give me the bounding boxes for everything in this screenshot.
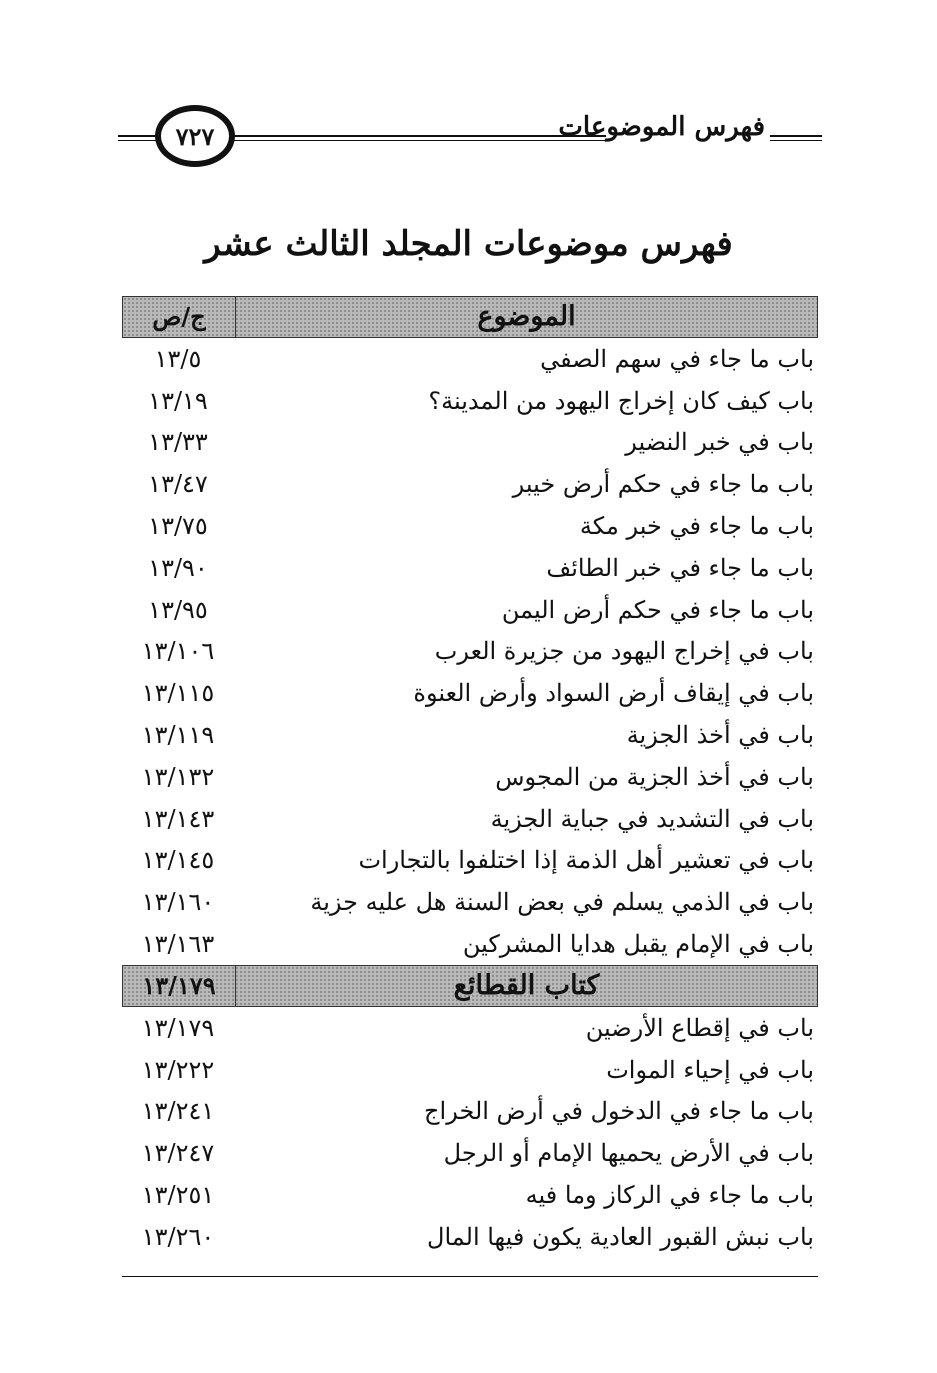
table-row [122, 338, 818, 380]
row-title: باب ما جاء في حكم أرض اليمن [501, 595, 814, 624]
row-ref: ١٣/٢٤٧ [141, 1139, 215, 1168]
table-row [122, 589, 818, 631]
table-row [122, 631, 818, 673]
column-header-topic: الموضوع [477, 301, 576, 332]
section-title: كتاب القطائع [453, 969, 600, 1001]
row-ref: ١٣/١٤٥ [141, 846, 215, 875]
row-title: باب ما جاء في الركاز وما فيه [525, 1181, 814, 1210]
row-ref: ١٣/٢٤١ [141, 1097, 215, 1126]
row-ref: ١٣/١٦٣ [141, 930, 215, 959]
table-row [122, 881, 818, 923]
row-ref: ١٣/٢٥١ [141, 1181, 215, 1210]
section-ref: ١٣/١٧٩ [123, 966, 236, 1006]
table-row [122, 923, 818, 965]
table-row [122, 505, 818, 547]
row-title: باب ما جاء في خبر مكة [579, 512, 814, 541]
row-title: باب ما جاء في حكم أرض خيبر [512, 470, 814, 499]
row-ref: ١٣/١٧٩ [141, 1013, 215, 1042]
section-band [122, 965, 818, 1007]
table-row [122, 380, 818, 422]
row-ref: ١٣/٥ [154, 344, 202, 373]
row-title: باب نبش القبور العادية يكون فيها المال [427, 1222, 814, 1251]
table-row [122, 1091, 818, 1133]
running-title: فهرس الموضوعات [558, 112, 765, 142]
table-row [122, 1216, 818, 1258]
table-row [122, 672, 818, 714]
row-ref: ١٣/١٠٦ [141, 637, 215, 666]
row-title: باب في إقطاع الأرضين [585, 1013, 814, 1042]
row-ref: ١٣/٧٥ [148, 512, 208, 541]
row-title: باب ما جاء في خبر الطائف [546, 553, 814, 582]
row-ref: ١٣/١٤٣ [141, 804, 215, 833]
row-title: باب في إيقاف أرض السواد وأرض العنوة [413, 679, 814, 708]
row-ref: ١٣/١١٩ [141, 721, 215, 750]
row-title: باب في إحياء الموات [606, 1055, 814, 1084]
row-title: باب في أخذ الجزية [626, 721, 814, 750]
table-row [122, 840, 818, 882]
page-title: فهرس موضوعات المجلد الثالث عشر [204, 224, 733, 264]
row-ref: ١٣/٩٠ [148, 553, 208, 582]
row-title: باب في تعشير أهل الذمة إذا اختلفوا بالتجارات [358, 846, 814, 875]
toc-table [122, 296, 818, 1258]
header-rule-middle [232, 135, 606, 141]
table-row [122, 798, 818, 840]
row-title: باب ما جاء في سهم الصفي [540, 344, 814, 373]
row-ref: ١٣/٢٢٢ [141, 1055, 215, 1084]
table-row [122, 1174, 818, 1216]
row-ref: ١٣/٢٦٠ [141, 1222, 215, 1251]
table-row [122, 756, 818, 798]
row-title: باب في إخراج اليهود من جزيرة العرب [434, 637, 814, 666]
row-ref: ١٣/١٣٢ [141, 762, 215, 791]
row-title: باب كيف كان إخراج اليهود من المدينة؟ [428, 386, 814, 415]
row-title: باب في خبر النضير [625, 428, 814, 457]
header-rule-left [118, 135, 158, 141]
table-header [122, 296, 818, 338]
row-title: باب في الإمام يقبل هدايا المشركين [462, 930, 814, 959]
table-row [122, 422, 818, 464]
table-row [122, 547, 818, 589]
row-ref: ١٣/٣٣ [148, 428, 208, 457]
table-row [122, 714, 818, 756]
page-number: ٧٢٧ [175, 121, 215, 151]
header-rule-right [770, 135, 822, 141]
table-row [122, 1007, 818, 1049]
table-bottom-rule [122, 1276, 818, 1277]
table-row [122, 463, 818, 505]
row-ref: ١٣/٤٧ [148, 470, 208, 499]
row-title: باب في الأرض يحميها الإمام أو الرجل [443, 1139, 814, 1168]
page-number-badge [155, 105, 235, 167]
table-row [122, 1132, 818, 1174]
row-title: باب في التشديد في جباية الجزية [490, 804, 814, 833]
row-ref: ١٣/١١٥ [141, 679, 215, 708]
row-ref: ١٣/١٩ [148, 386, 208, 415]
table-row [122, 1049, 818, 1091]
row-ref: ١٣/٩٥ [148, 595, 208, 624]
row-title: باب ما جاء في الدخول في أرض الخراج [424, 1097, 814, 1126]
row-ref: ١٣/١٦٠ [141, 888, 215, 917]
column-header-ref: ج/ص [123, 297, 236, 337]
row-title: باب في الذمي يسلم في بعض السنة هل عليه جزية [310, 888, 814, 917]
row-title: باب في أخذ الجزية من المجوس [495, 762, 814, 791]
